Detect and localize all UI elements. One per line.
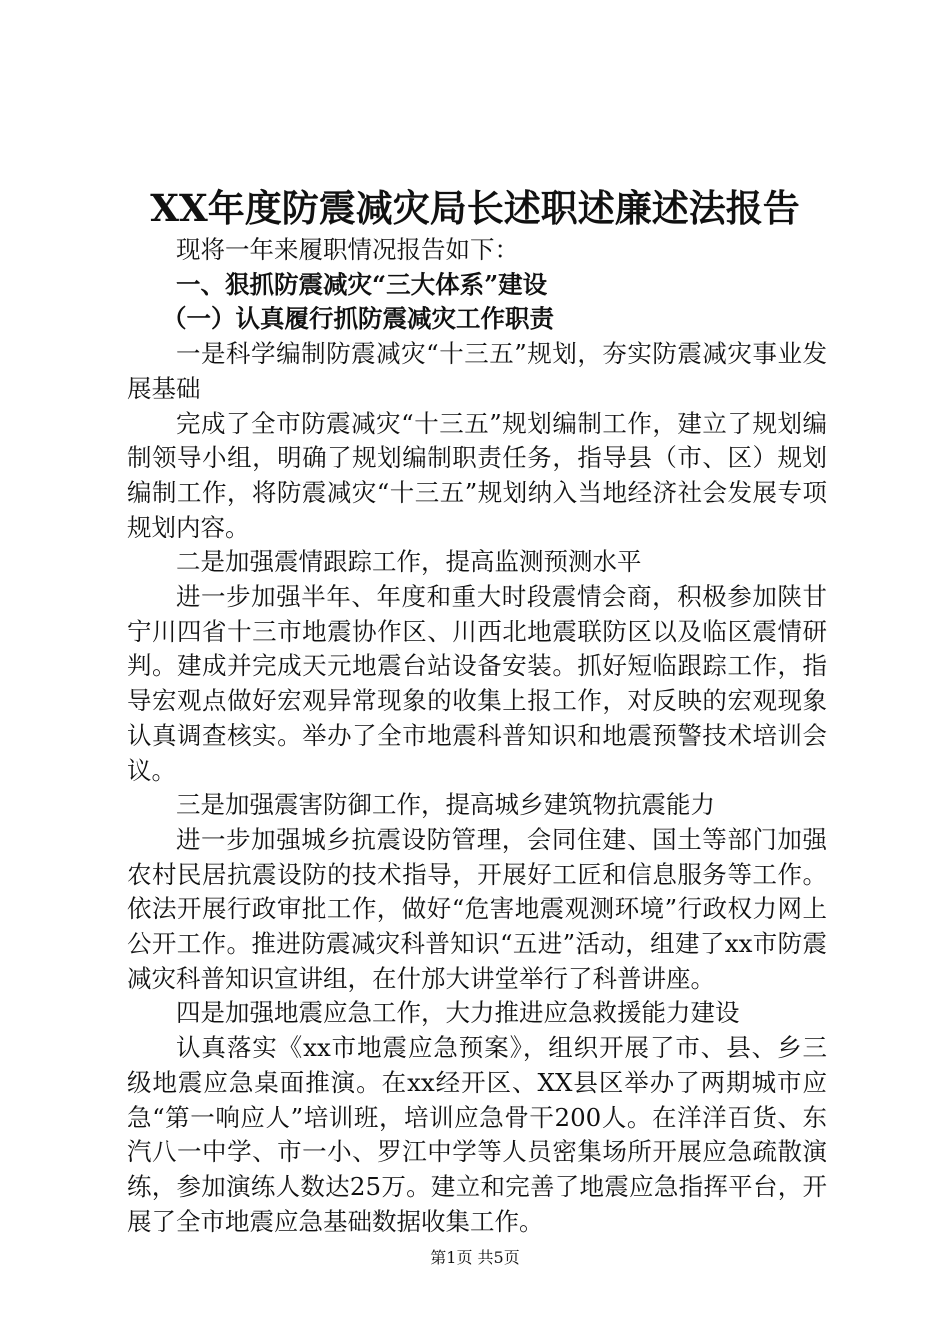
intro-paragraph: 现将一年来履职情况报告如下：	[176, 235, 519, 264]
item-paragraph-3: 进一步加强城乡抗震设防管理，会同住建、国土等部门加强农村民居抗震设防的技术指导，开展好工匠和信息服务等工作。依法开展行政审批工作，做好“危害地震观测环境”行政权力网上公开工作。推进防震减灾科普知识“五进”活动，组建了xx市防震减灾科普知识宣讲组，在什邡大讲堂举行了科普讲座。	[127, 824, 827, 993]
item-paragraph-4: 认真落实《xx市地震应急预案》，组织开展了市、县、乡三级地震应急桌面推演。在xx经开区、XX县区举办了两期城市应急“第一响应人”培训班，培训应急骨干200人。在洋洋百货、东汽八一中学、市一小、罗江中学等人员密集场所开展应急疏散演练，参加演练人数达25万。建立和完善了地震应急指挥平台，开展了全市地震应急基础数据收集工作。	[127, 1033, 827, 1236]
item-paragraph-1: 完成了全市防震减灾“十三五”规划编制工作，建立了规划编制领导小组，明确了规划编制职责任务，指导县（市、区）规划编制工作，将防震减灾“十三五”规划纳入当地经济社会发展专项规划内容。	[127, 408, 827, 542]
item-heading-1: 一是科学编制防震减灾“十三五”规划，夯实防震减灾事业发展基础	[127, 339, 827, 403]
item-heading-3: 三是加强震害防御工作，提高城乡建筑物抗震能力	[176, 790, 715, 820]
page-footer: 第1页 共5页	[430, 1248, 520, 1267]
item-heading-2: 二是加强震情跟踪工作，提高监测预测水平	[176, 547, 642, 577]
section-heading: 一、狠抓防震减灾“三大体系”建设	[176, 269, 548, 299]
item-paragraph-2: 进一步加强半年、年度和重大时段震情会商，积极参加陕甘宁川四省十三市地震协作区、川西北地震联防区以及临区震情研判。建成并完成天元地震台站设备安装。抓好短临跟踪工作，指导宏观点做好宏观异常现象的收集上报工作，对反映的宏观现象认真调查核实。举办了全市地震科普知识和地震预警技术培训会议。	[127, 582, 827, 785]
document-body	[127, 233, 827, 1239]
item-heading-4: 四是加强地震应急工作，大力推进应急救援能力建设	[176, 998, 740, 1028]
document-title: XX年度防震减灾局长述职述廉述法报告	[150, 186, 800, 230]
subsection-heading: （一）认真履行抓防震减灾工作职责	[162, 304, 554, 334]
